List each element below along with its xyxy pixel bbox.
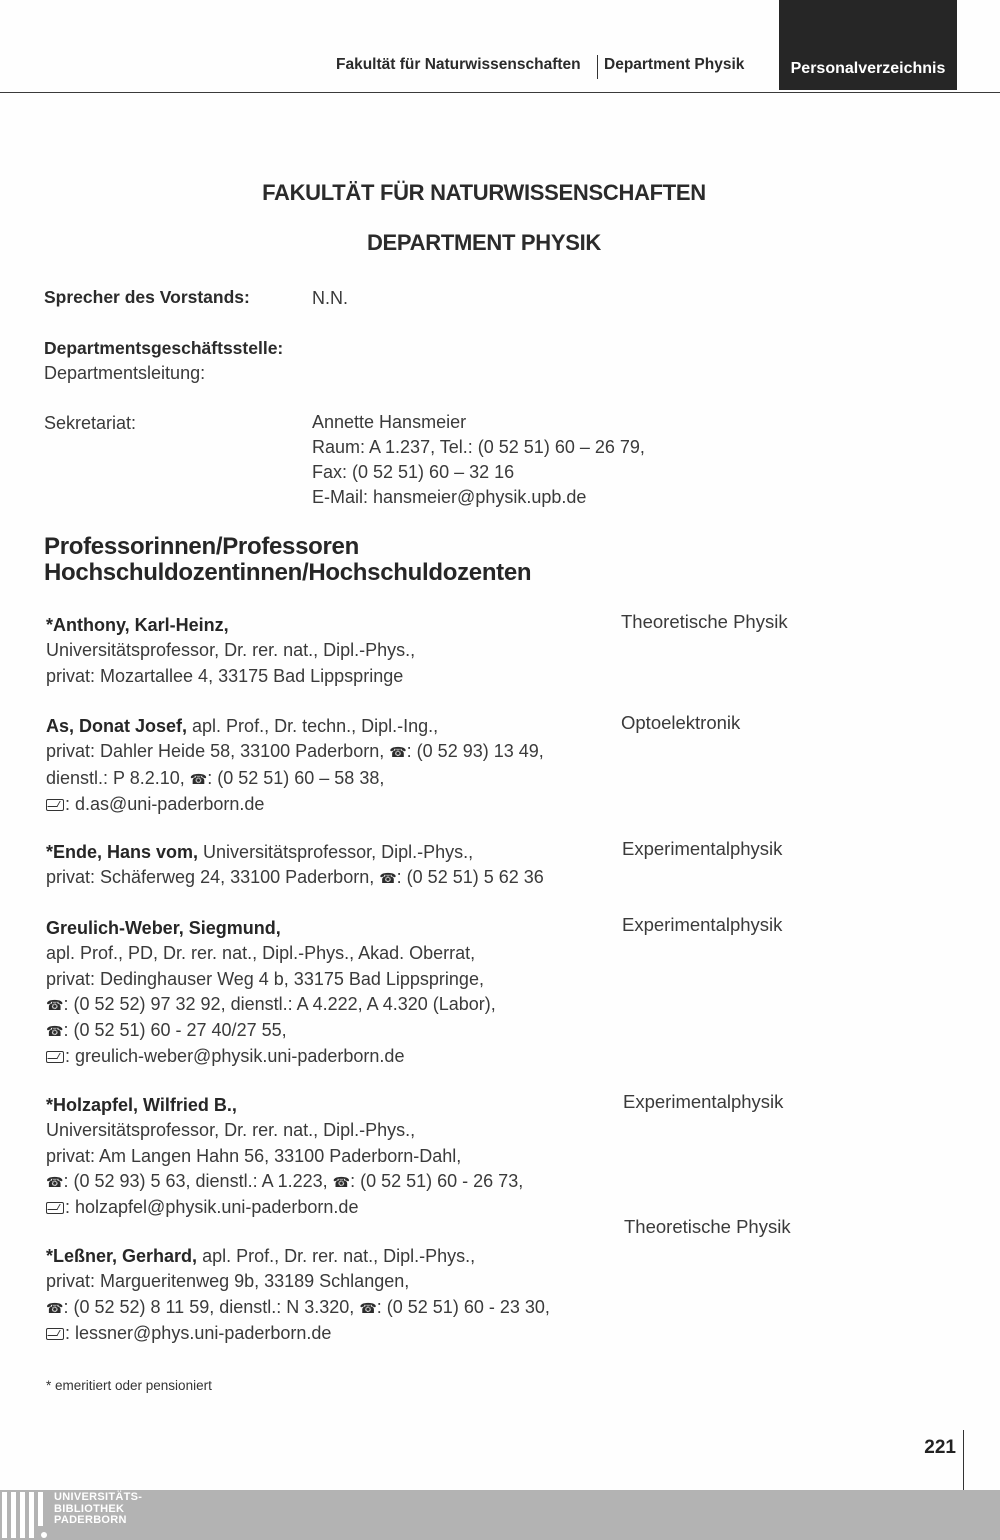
person-detail-line: [46, 992, 616, 1018]
person-heading: [46, 1244, 616, 1269]
person-detail-line: [46, 1195, 616, 1220]
detail-text: dienstl.: P 8.2.10,: [46, 767, 190, 788]
detail-text: : (0 52 93) 13 49,: [406, 741, 544, 762]
person-heading: [46, 714, 616, 739]
library-logo-icon: [2, 1492, 46, 1538]
speaker-value: N.N.: [312, 288, 348, 308]
faculty-title: FAKULTÄT FÜR NATURWISSENSCHAFTEN: [262, 180, 706, 205]
secretariat-room-phone: Raum: A 1.237, Tel.: (0 52 51) 60 – 26 79,: [312, 437, 645, 457]
person-entry: [46, 1093, 616, 1220]
section-tab-label: Personalverzeichnis: [790, 60, 946, 77]
person-entry: [46, 613, 616, 689]
person-detail-line: [46, 865, 616, 891]
detail-text: privat: Schäferweg 24, 33100 Paderborn,: [46, 867, 380, 888]
person-field: Experimentalphysik: [622, 838, 783, 859]
person-detail-line: [46, 739, 616, 765]
person-field: Experimentalphysik: [623, 1091, 784, 1112]
detail-text: : (0 52 51) 60 – 58 38,: [207, 767, 385, 788]
detail-text: privat: Dedinghauser Weg 4 b, 33175 Bad Lippspringe,: [46, 968, 484, 989]
person-detail-line: [46, 1169, 616, 1195]
detail-text: privat: Margueritenweg 9b, 33189 Schlangen,: [46, 1271, 410, 1292]
person-name: *Leßner, Gerhard,: [46, 1246, 198, 1266]
section-heading: [44, 534, 531, 586]
library-name: UNIVERSITÄTS- BIBLIOTHEK PADERBORN: [54, 1491, 143, 1526]
detail-text: privat: Dahler Heide 58, 33100 Paderborn,: [46, 741, 390, 762]
department-title: DEPARTMENT PHYSIK: [366, 230, 602, 255]
secretariat-label: Sekretariat:: [44, 413, 137, 433]
detail-text: Universitätsprofessor, Dr. rer. nat., Dipl.-Phys.,: [46, 1120, 416, 1141]
person-detail-line: [46, 1321, 616, 1346]
person-detail-line: [46, 1269, 616, 1294]
phone-icon: ☎: [46, 1299, 64, 1316]
phone-icon: ☎: [189, 770, 208, 787]
person-entry: [46, 1244, 616, 1346]
person-detail-line: [46, 1044, 616, 1069]
detail-text: privat: Mozartallee 4, 33175 Bad Lippspringe: [46, 665, 404, 686]
phone-icon: ☎: [46, 996, 64, 1013]
breadcrumb-faculty: Fakultät für Naturwissenschaften: [336, 56, 581, 73]
person-name: Greulich-Weber, Siegmund,: [46, 918, 281, 938]
detail-text: : (0 52 51) 60 - 27 40/27 55,: [63, 1020, 287, 1041]
detail-text: : (0 52 52) 8 11 59, dienstl.: N 3.320,: [63, 1296, 360, 1317]
person-name: *Ende, Hans vom,: [46, 842, 199, 862]
detail-text: : (0 52 93) 5 63, dienstl.: A 1.223,: [63, 1170, 333, 1191]
secretariat-name: Annette Hansmeier: [312, 412, 467, 432]
detail-text: : (0 52 52) 97 32 92, dienstl.: A 4.222, A 4.320 (Labor),: [63, 993, 496, 1014]
phone-icon: ☎: [46, 1173, 64, 1190]
lead-label: Departmentsleitung:: [44, 363, 206, 383]
detail-text: privat: Am Langen Hahn 56, 33100 Paderborn-Dahl,: [46, 1145, 462, 1166]
email-icon: [46, 1202, 64, 1214]
person-detail-line: [46, 1118, 616, 1143]
detail-text: : greulich-weber@physik.uni-paderborn.de: [65, 1046, 405, 1067]
person-title: Universitätsprofessor, Dipl.-Phys.,: [198, 842, 474, 862]
section-heading-line2: Hochschuldozentinnen/Hochschuldozenten: [44, 559, 532, 586]
office-label: Departmentsgeschäftsstelle:: [44, 338, 284, 358]
header-rule: [0, 92, 1000, 93]
detail-text: : holzapfel@physik.uni-paderborn.de: [65, 1197, 359, 1218]
section-heading-line1: Professorinnen/Professoren: [44, 533, 359, 560]
person-name: *Holzapfel, Wilfried B.,: [46, 1095, 237, 1115]
person-detail-line: [46, 664, 616, 689]
person-detail-line: [46, 766, 616, 792]
person-detail-line: [46, 792, 616, 817]
person-detail-line: [46, 1144, 616, 1169]
page-number: 221: [924, 1437, 956, 1458]
person-detail-line: [46, 1295, 616, 1321]
phone-icon: ☎: [332, 1173, 351, 1190]
person-field: Theoretische Physik: [621, 611, 788, 632]
person-title: apl. Prof., Dr. rer. nat., Dipl.-Phys.,: [197, 1246, 476, 1266]
phone-icon: ☎: [46, 1023, 64, 1040]
library-footer: [0, 1490, 1000, 1540]
detail-text: : (0 52 51) 5 62 36: [396, 867, 544, 888]
person-title: apl. Prof., Dr. techn., Dipl.-Ing.,: [187, 716, 439, 736]
phone-icon: ☎: [389, 744, 407, 761]
person-heading: [46, 1093, 616, 1118]
person-heading: [46, 916, 616, 941]
person-field: Optoelektronik: [621, 712, 741, 733]
person-detail-line: [46, 1018, 616, 1044]
secretariat-email: E-Mail: hansmeier@physik.upb.de: [312, 487, 587, 507]
secretariat-details: [312, 410, 645, 510]
breadcrumb-department: Department Physik: [604, 56, 745, 73]
person-field: Theoretische Physik: [624, 1216, 791, 1237]
person-entry: [46, 916, 616, 1070]
person-entry: [46, 714, 616, 817]
speaker-label: Sprecher des Vorstands:: [44, 287, 250, 307]
person-entry: [46, 840, 616, 892]
detail-text: : d.as@uni-paderborn.de: [65, 793, 265, 814]
person-heading: [46, 613, 616, 638]
secretariat-fax: Fax: (0 52 51) 60 – 32 16: [312, 462, 515, 482]
person-name: As, Donat Josef,: [46, 716, 188, 736]
phone-icon: ☎: [359, 1299, 377, 1316]
page-number-rule: [963, 1430, 964, 1490]
person-field: Experimentalphysik: [622, 914, 783, 935]
person-detail-line: [46, 638, 616, 663]
detail-text: apl. Prof., PD, Dr. rer. nat., Dipl.-Phys., Akad. Oberrat,: [46, 943, 476, 964]
person-detail-line: [46, 941, 616, 966]
detail-text: Universitätsprofessor, Dr. rer. nat., Dipl.-Phys.,: [46, 640, 416, 661]
email-icon: [46, 1051, 64, 1063]
email-icon: [46, 799, 64, 811]
footnote: * emeritiert oder pensioniert: [46, 1378, 212, 1393]
detail-text: : (0 52 51) 60 - 23 30,: [376, 1296, 550, 1317]
section-tab: [779, 0, 957, 90]
person-detail-line: [46, 967, 616, 992]
person-heading: [46, 840, 616, 865]
detail-text: : lessner@phys.uni-paderborn.de: [65, 1322, 332, 1343]
person-name: *Anthony, Karl-Heinz,: [46, 615, 229, 635]
phone-icon: ☎: [379, 870, 397, 887]
detail-text: : (0 52 51) 60 - 26 73,: [350, 1170, 524, 1191]
email-icon: [46, 1328, 64, 1340]
breadcrumb-separator: [597, 55, 598, 79]
